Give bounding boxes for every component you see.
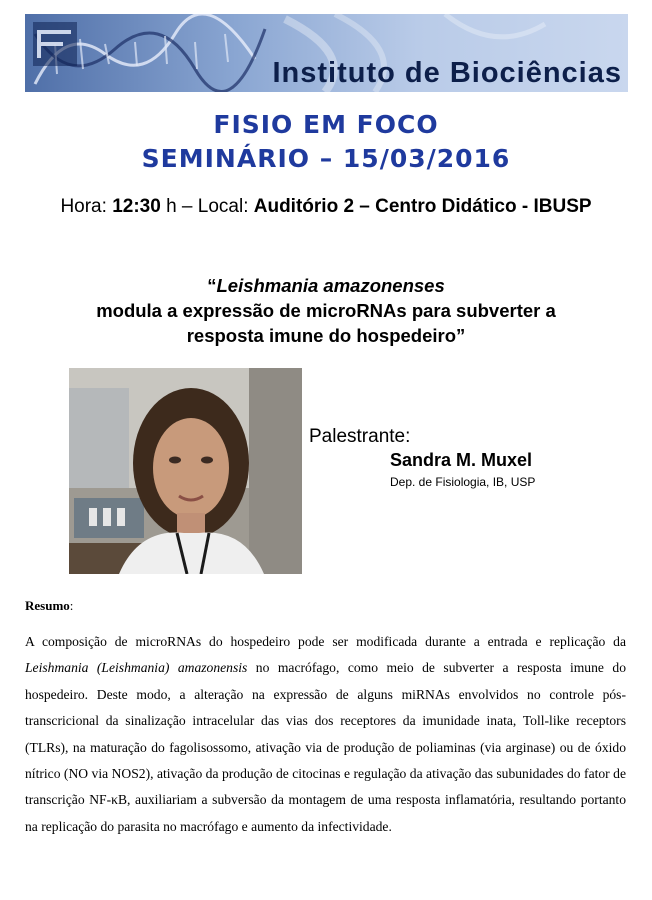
banner-title: Instituto de Biociências <box>272 57 622 89</box>
institute-banner <box>25 14 628 92</box>
abstract-species-name: Leishmania (Leishmania) amazonensis <box>25 660 248 676</box>
abstract-text-part-2: no macrófago, como meio de subverter a resposta imune do hospedeiro. Deste modo, a alteração na expressão de alguns miRNAs envolvidos no controle pós-transcricional da sinalização intracelular das vias dos receptores da imunidade inata, Toll-like receptors (TLRs), na maturação do fagolisossomo, ativação via de produção de poliaminas (via arginase) ou de óxido nítrico (NO via NOS2), ativação da produção de citocinas e regulação da ativação das subunidades do fator de transcrição NF-κB, auxiliariam a subversão da montagem de uma resposta inflamatória, resultando portanto na replicação do parasita no macrófago e aumento da infectividade. <box>25 660 626 834</box>
opening-quote: “ <box>207 275 217 296</box>
time-location-line <box>0 196 652 218</box>
event-title-line-1: FISIO EM FOCO <box>213 110 439 139</box>
location-label: h – Local: <box>160 196 254 217</box>
species-name: Leishmania amazonenses <box>216 275 445 296</box>
talk-title-line-2: modula a expressão de microRNAs para subverter a <box>96 300 556 321</box>
speaker-photo <box>69 368 302 574</box>
abstract-heading-colon: : <box>69 598 74 613</box>
talk-title-line-3: resposta imune do hospedeiro” <box>186 325 466 346</box>
talk-title <box>0 273 652 348</box>
abstract-text-part-1: A composição de microRNAs do hospedeiro pode ser modificada durante a entrada e replicação da <box>25 634 626 649</box>
talk-title-line-1 <box>0 273 652 298</box>
event-title-line-2: SEMINÁRIO – 15/03/2016 <box>141 144 511 173</box>
abstract-heading-text: Resumo <box>25 598 70 613</box>
speaker-department: Dep. de Fisiologia, IB, USP <box>390 475 536 489</box>
location-value: Auditório 2 – Centro Didático - IBUSP <box>253 196 592 217</box>
time-label: Hora: <box>60 196 113 217</box>
event-title <box>0 108 652 176</box>
speaker-label: Palestrante: <box>309 426 411 447</box>
speaker-name: Sandra M. Muxel <box>390 450 533 470</box>
abstract-text <box>25 629 626 840</box>
abstract-heading <box>25 598 73 614</box>
time-value: 12:30 <box>112 196 161 217</box>
